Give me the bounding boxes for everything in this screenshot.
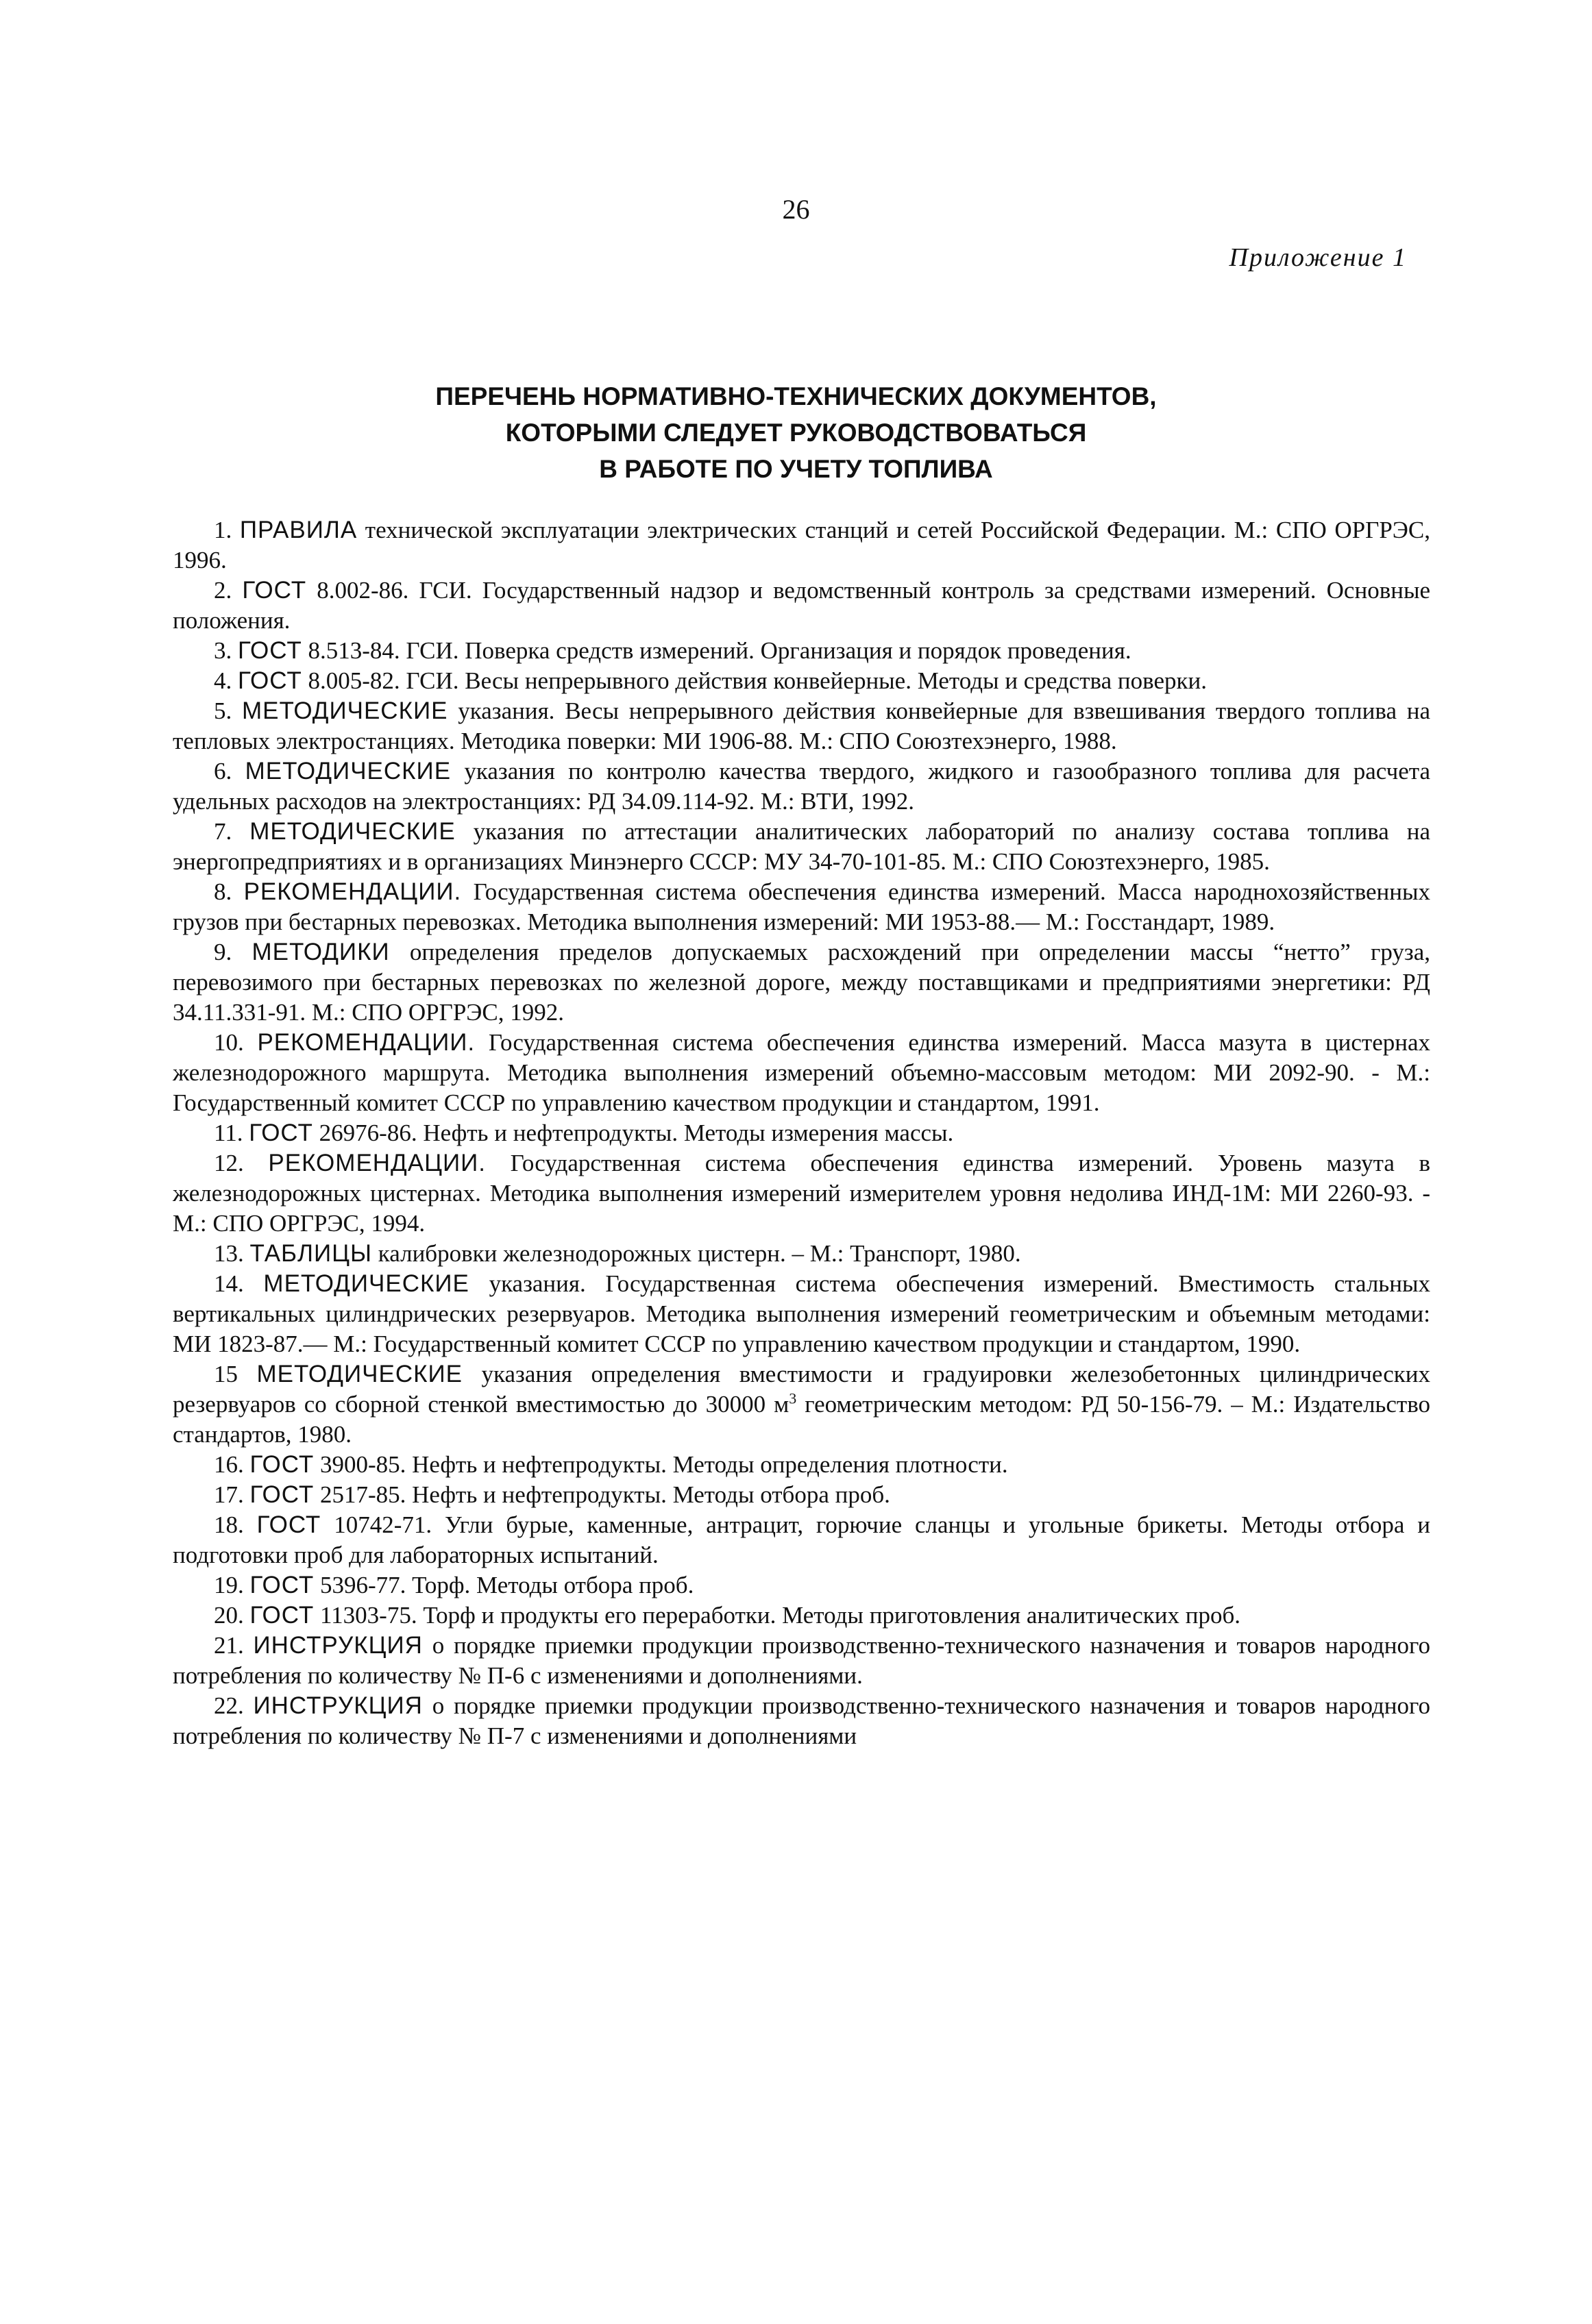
list-item-lead: ПРАВИЛА — [239, 517, 358, 543]
list-item — [173, 1239, 1430, 1269]
list-item — [173, 636, 1430, 666]
list-item-text: указания по контролю качества твердого, жидкого и газообразного топлива для расчета удельных расходов на электростанциях: РД 34.09.114-92. М.: ВТИ, 1992. — [173, 758, 1431, 815]
list-item-lead: ИНСТРУКЦИЯ — [253, 1632, 423, 1659]
list-item-text: Государственная система обеспечения единства измерений. Уровень мазута в железнодорожных цистернах. Методика выполнения измерений измерителем уровня недолива ИНД-1М: МИ 2260-93. - М.: СПО ОРГРЭС, 1994. — [173, 1150, 1431, 1237]
list-item-number: 5. — [214, 697, 232, 724]
list-item-text: технической эксплуатации электрических станций и сетей Российской Федерации. М.: СПО ОРГРЭС, 1996. — [173, 517, 1431, 573]
list-item-text: указания по аттестации аналитических лабораторий по анализу состава топлива на энергопредприятиях и в организациях Минэнерго СССР: МУ 34-70-101-85. М.: СПО Союзтехэнерго, 1985. — [173, 818, 1431, 875]
list-item — [173, 1359, 1430, 1450]
title-line: КОТОРЫМИ СЛЕДУЕТ РУКОВОДСТВОВАТЬСЯ — [505, 419, 1087, 447]
list-item-lead: МЕТОДИЧЕСКИЕ — [263, 1270, 469, 1297]
list-item-lead: РЕКОМЕНДАЦИИ. — [257, 1029, 476, 1056]
list-item — [173, 1570, 1430, 1600]
document-title — [0, 378, 1592, 487]
list-item-text: калибровки железнодорожных цистерн. – М.: Транспорт, 1980. — [378, 1240, 1021, 1267]
list-item-number: 14. — [214, 1270, 244, 1297]
list-item-number: 20. — [214, 1602, 244, 1629]
list-item-text: 10742-71. Угли бурые, каменные, антрацит, горючие сланцы и угольные брикеты. Методы отбора и подготовки проб для лабораторных испытаний. — [173, 1511, 1431, 1568]
list-item-number: 21. — [214, 1632, 244, 1659]
list-item-text: Государственная система обеспечения единства измерений. Масса народнохозяйственных грузов при бестарных перевозках. Методика выполнения измерений: МИ 1953-88.— М.: Госстандарт, 1989. — [173, 878, 1431, 935]
list-item — [173, 515, 1430, 576]
list-item-number: 11. — [214, 1120, 243, 1146]
list-item-number: 6. — [214, 758, 232, 784]
list-item-lead: ГОСТ — [242, 577, 307, 604]
list-item-text: о порядке приемки продукции производственно-технического назначения и товаров народного потребления по количеству № П-7 с изменениями и дополнениями — [173, 1692, 1430, 1749]
list-item-lead: МЕТОДИЧЕСКИЕ — [249, 818, 456, 845]
list-item-lead: РЕКОМЕНДАЦИИ. — [243, 878, 462, 905]
list-item-number: 12. — [214, 1150, 244, 1176]
list-item — [173, 1631, 1430, 1691]
list-item-lead: ТАБЛИЦЫ — [249, 1240, 373, 1267]
page-number: 26 — [782, 194, 810, 225]
list-item — [173, 756, 1430, 817]
list-item-lead: ГОСТ — [249, 1120, 313, 1146]
list-item-lead: ГОСТ — [249, 1481, 315, 1508]
list-item-number: 17. — [214, 1481, 244, 1508]
list-item-number: 8. — [214, 878, 232, 905]
list-item-text: указания. Весы непрерывного действия конвейерные для взвешивания твердого топлива на тепловых электростанциях. Методика поверки: МИ 1906-88. М.: СПО Союзтехэнерго, 1988. — [173, 697, 1430, 754]
title-line: В РАБОТЕ ПО УЧЕТУ ТОПЛИВА — [599, 455, 993, 483]
document-list — [173, 515, 1430, 1751]
list-item-text: 11303-75. Торф и продукты его переработки. Методы приготовления аналитических проб. — [319, 1602, 1241, 1629]
list-item-number: 1. — [214, 517, 232, 543]
list-item-lead: РЕКОМЕНДАЦИИ. — [268, 1150, 487, 1176]
list-item-text: указания. Государственная система обеспечения измерений. Вместимость стальных вертикальных цилиндрических резервуаров. Методика выполнения измерений геометрическим и объемным методами: МИ 1823-87.— М.: Государственный комитет СССР по управлению качеством продукции и стандартом, 1990. — [173, 1270, 1430, 1357]
list-item — [173, 1691, 1430, 1751]
list-item-lead: ГОСТ — [249, 1602, 315, 1629]
list-item-text: 8.002-86. ГСИ. Государственный надзор и ведомственный контроль за средствами измерений. Основные положения. — [173, 577, 1431, 634]
superscript: 3 — [789, 1389, 797, 1407]
list-item-text: 3900-85. Нефть и нефтепродукты. Методы определения плотности. — [319, 1451, 1008, 1478]
list-item-number: 7. — [214, 818, 232, 845]
list-item-lead: МЕТОДИЧЕСКИЕ — [245, 758, 452, 784]
list-item-number: 22. — [214, 1692, 244, 1719]
list-item-text: 8.005-82. ГСИ. Весы непрерывного действия конвейерные. Методы и средства поверки. — [308, 667, 1207, 694]
list-item — [173, 1269, 1430, 1359]
list-item-text: 2517-85. Нефть и нефтепродукты. Методы отбора проб. — [319, 1481, 890, 1508]
list-item-number: 19. — [214, 1572, 244, 1598]
list-item-lead: ГОСТ — [238, 667, 302, 694]
list-item — [173, 696, 1430, 756]
list-item-number: 3. — [214, 637, 232, 664]
list-item-number: 13. — [214, 1240, 244, 1267]
list-item-number: 4. — [214, 667, 232, 694]
list-item-number: 2. — [214, 577, 232, 604]
list-item-number: 15 — [214, 1361, 238, 1387]
list-item — [173, 1148, 1430, 1239]
list-item — [173, 576, 1430, 636]
list-item — [173, 877, 1430, 937]
list-item-lead: МЕТОДИЧЕСКИЕ — [242, 697, 448, 724]
list-item — [173, 1510, 1430, 1570]
list-item-number: 10. — [214, 1029, 244, 1056]
list-item-lead: ИНСТРУКЦИЯ — [253, 1692, 423, 1719]
list-item-text: определения пределов допускаемых расхождений при определении массы “нетто” груза, перевозимого при бестарных перевозках по железной дороге, между поставщиками и предприятиями энергетики: РД 34.11.331-91. М.: СПО ОРГРЭС, 1992. — [173, 939, 1430, 1026]
list-item-text: 8.513-84. ГСИ. Поверка средств измерений. Организация и порядок проведения. — [308, 637, 1131, 664]
list-item-text: о порядке приемки продукции производственно-технического назначения и товаров народного потребления по количеству № П-6 с изменениями и дополнениями. — [173, 1632, 1430, 1689]
list-item-text: 26976-86. Нефть и нефтепродукты. Методы измерения массы. — [319, 1120, 954, 1146]
list-item-lead: МЕТОДИЧЕСКИЕ — [256, 1361, 463, 1387]
title-line: ПЕРЕЧЕНЬ НОРМАТИВНО-ТЕХНИЧЕСКИХ ДОКУМЕНТОВ, — [435, 382, 1157, 410]
list-item — [173, 1118, 1430, 1148]
list-item-lead: ГОСТ — [238, 637, 302, 664]
list-item — [173, 666, 1430, 696]
list-item-lead: ГОСТ — [256, 1511, 321, 1538]
list-item — [173, 1480, 1430, 1510]
appendix-label: Приложение 1 — [1229, 243, 1407, 272]
list-item-lead: МЕТОДИКИ — [252, 939, 390, 965]
list-item-lead: ГОСТ — [249, 1451, 315, 1478]
list-item-text: Государственная система обеспечения единства измерений. Масса мазута в цистернах железнодорожного маршрута. Методика выполнения измерений объемно-массовым методом: МИ 2092-90. - М.: Государственный комитет СССР по управлению качеством продукции и стандартом, 1991. — [173, 1029, 1430, 1116]
list-item-text: 5396-77. Торф. Методы отбора проб. — [319, 1572, 694, 1598]
list-item-text: указания определения вместимости и градуировки железобетонных цилиндрических резервуаров со сборной стенкой вместимостью до 30000 м — [173, 1361, 1431, 1418]
list-item — [173, 1028, 1430, 1118]
list-item — [173, 817, 1430, 877]
list-item — [173, 1600, 1430, 1631]
list-item-number: 16. — [214, 1451, 244, 1478]
list-item-lead: ГОСТ — [249, 1572, 315, 1598]
list-item — [173, 937, 1430, 1028]
list-item-number: 18. — [214, 1511, 244, 1538]
list-item-text-after: геометрическим методом: РД 50-156-79. – М.: Издательство стандартов, 1980. — [173, 1391, 1430, 1448]
list-item — [173, 1450, 1430, 1480]
list-item-number: 9. — [214, 939, 232, 965]
